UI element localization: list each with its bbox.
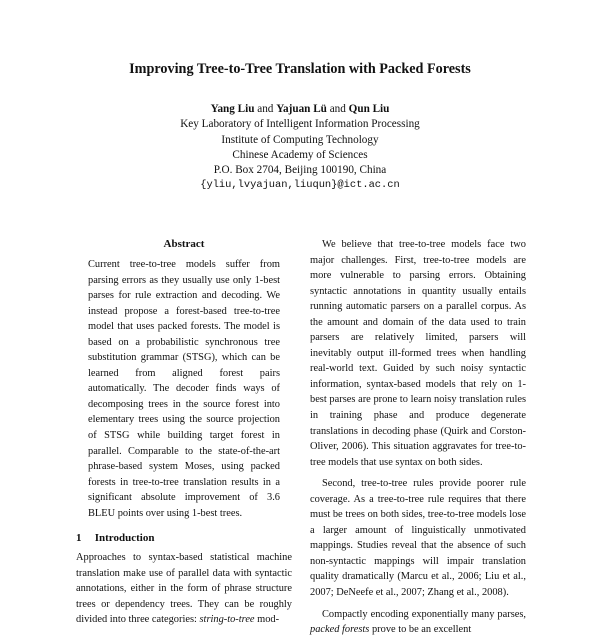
paragraph-text: mod- xyxy=(257,614,280,626)
emphasized-term: packed forests xyxy=(310,624,370,636)
paragraph-text: prove to be an excellent xyxy=(371,624,472,636)
author-name: Yang Liu xyxy=(210,103,255,115)
paragraph-text: Approaches to syntax-based statistical machine translation make use of parallel data with syntactic annotations, either in the form of phrase structure trees or dependency trees. They can be roughly divided into three categories: xyxy=(76,552,292,626)
paper-title: Improving Tree-to-Tree Translation with Packed Forests xyxy=(129,61,471,77)
author-separator: and xyxy=(329,103,346,115)
author-name: Yajuan Lü xyxy=(276,103,327,115)
author-block xyxy=(0,102,600,194)
paragraph-text: Compactly encoding exponentially many parses, xyxy=(322,608,526,620)
author-list xyxy=(0,102,600,117)
affiliation-line: Chinese Academy of Sciences xyxy=(232,148,368,161)
abstract-heading: Abstract xyxy=(163,238,205,250)
affiliation-line: Institute of Computing Technology xyxy=(221,133,379,146)
emphasized-term: string-to-tree xyxy=(199,614,255,626)
section-heading xyxy=(76,531,292,546)
affiliation-line: P.O. Box 2704, Beijing 100190, China xyxy=(213,164,387,177)
author-separator: and xyxy=(257,103,274,115)
body-paragraph: We believe that tree-to-tree models face two major challenges. First, tree-to-tree models are more vulnerable to parsing errors. Obtaining syntactic annotations in quantity usually entails running automatic parsers on a parallel corpus. As the amount and domain of the data used to train parsers are relatively limited, parsers will inevitably output ill-formed trees when handling real-world text. Guided by such noisy syntactic information, syntax-based models that rely on 1-best parses are prone to learn noisy translation rules in training phase and produce degenerate translations in decoding phase (Quirk and Corston-Oliver, 2006). This situation aggravates for tree-to-tree models that use syntax on both sides. xyxy=(310,239,526,468)
right-column xyxy=(310,237,526,638)
body-paragraph: Second, tree-to-tree rules provide poorer rule coverage. As a tree-to-tree rule requires that there must be trees on both sides, tree-to-tree models lose a larger amount of linguistically unmotivated mappings. Studies reveal that the absence of such non-syntactic mappings will impair translation quality dramatically (Marcu et al., 2006; Liu et al., 2007; DeNeefe et al., 2007; Zhang et al., 2008). xyxy=(310,478,526,599)
section-number: 1 xyxy=(76,532,82,545)
section-title: Introduction xyxy=(94,532,155,545)
body-paragraph xyxy=(310,607,526,638)
author-email: {yliu,lvyajuan,liuqun}@ict.ac.cn xyxy=(200,179,400,192)
author-name: Qun Liu xyxy=(348,103,390,115)
affiliation-line: Key Laboratory of Intelligent Information Processing xyxy=(180,118,420,131)
left-column xyxy=(76,237,292,628)
body-paragraph xyxy=(76,550,292,628)
abstract-text: Current tree-to-tree models suffer from parsing errors as they usually use only 1-best parses for rule extraction and decoding. We instead propose a forest-based tree-to-tree model that uses packed forests. The model is based on a probabilistic synchronous tree substitution grammar (STSG), which can be learned from aligned forest pairs automatically. The decoder finds ways of decomposing trees in the source forest into elementary trees using the source projection of STSG while building target forest in parallel. Comparable to the state-of-the-art phrase-based system Moses, using packed forests in tree-to-tree translation results in a significant absolute improvement of 3.6 BLEU points over using 1-best trees. xyxy=(88,259,280,519)
